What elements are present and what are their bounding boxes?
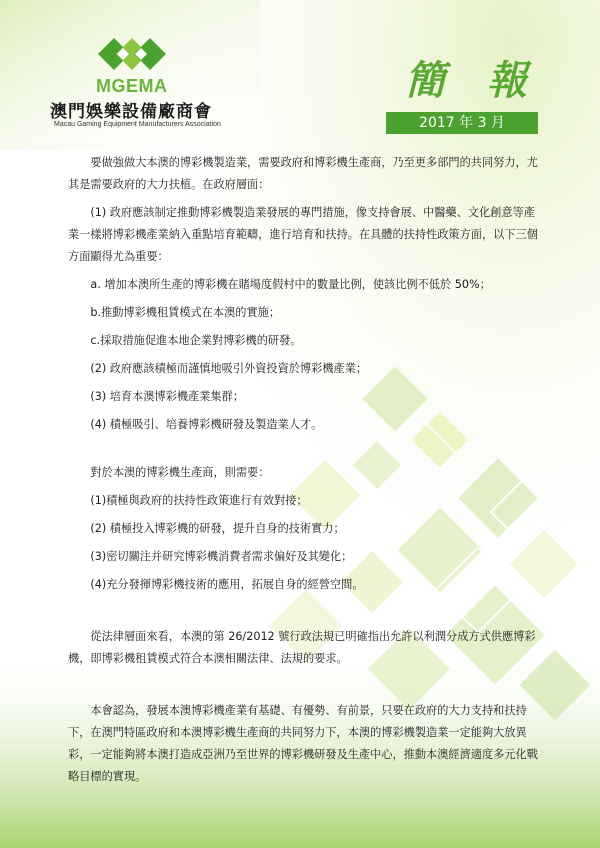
legal-paragraph: 從法律層面來看，本澳的第 26/2012 號行政法規已明確指出允許以利潤分成方式供應博彩機，即博彩機租賃模式符合本澳相關法律、法規的要求。 bbox=[68, 630, 536, 665]
policy-item-4: (4) 積極吸引、培養博彩機研發及製造業人才。 bbox=[90, 418, 323, 431]
policy-item-2: (2) 政府應該積極而謹慎地吸引外資投資於博彩機產業； bbox=[90, 362, 368, 375]
logo-chinese-name: 澳門娛樂設備廠商會 bbox=[50, 102, 212, 122]
mgema-logo-icon bbox=[96, 36, 168, 76]
page-title: 簡 報 bbox=[405, 58, 541, 104]
policy-subitem-c: c.採取措施促進本地企業對博彩機的研發。 bbox=[90, 334, 302, 347]
conclusion-paragraph: 本會認為，發展本澳博彩機產業有基礎、有優勢、有前景，只要在政府的大力支持和扶持下，在澳門特區政府和本澳博彩機生產商的共同努力下，本澳的博彩機製造業一定能夠大放異彩，一定能夠將本澳打造成亞洲乃至世界的博彩機研發及生產中心，推動本澳經濟適度多元化戰略目標的實現。 bbox=[68, 704, 538, 783]
policy-subitem-b: b.推動博彩機租賃模式在本澳的實施； bbox=[90, 306, 281, 319]
date-badge: 2017 年 3 月 bbox=[386, 112, 538, 134]
manufacturer-intro: 對於本澳的博彩機生產商，則需要： bbox=[90, 466, 270, 479]
manufacturer-item-1: (1)積極與政府的扶持性政策進行有效對接； bbox=[90, 494, 308, 507]
policy-subitem-a: a. 增加本澳所生產的博彩機在賭場度假村中的數量比例，使該比例不低於 50%； bbox=[90, 278, 491, 291]
policy-item-1: (1) 政府應該制定推動博彩機製造業發展的專門措施，像支持會展、中醫藥、文化創意等產業一樣將博彩機產業納入重點培育範疇，進行培育和扶持。在具體的扶持性政策方面，以下三個方面顯得尤為重要： bbox=[68, 206, 538, 263]
intro-paragraph: 要做強做大本澳的博彩機製造業，需要政府和博彩機生產商，乃至更多部門的共同努力，尤其是需要政府的大力扶植。在政府層面： bbox=[68, 156, 538, 191]
document-body bbox=[68, 152, 546, 788]
logo-acronym: MGEMA bbox=[96, 76, 168, 96]
policy-item-3: (3) 培育本澳博彩機產業集群； bbox=[90, 390, 245, 403]
manufacturer-item-2: (2) 積極投入博彩機的研發，提升自身的技術實力； bbox=[90, 522, 345, 535]
header bbox=[0, 0, 600, 140]
manufacturer-item-4: (4)充分發揮博彩機技術的應用，拓展自身的經營空間。 bbox=[90, 578, 364, 591]
manufacturer-item-3: (3)密切關注并研究博彩機消費者需求偏好及其變化； bbox=[90, 550, 353, 563]
logo-english-name: Macau Gaming Equipment Manufacturers Association bbox=[54, 121, 221, 128]
